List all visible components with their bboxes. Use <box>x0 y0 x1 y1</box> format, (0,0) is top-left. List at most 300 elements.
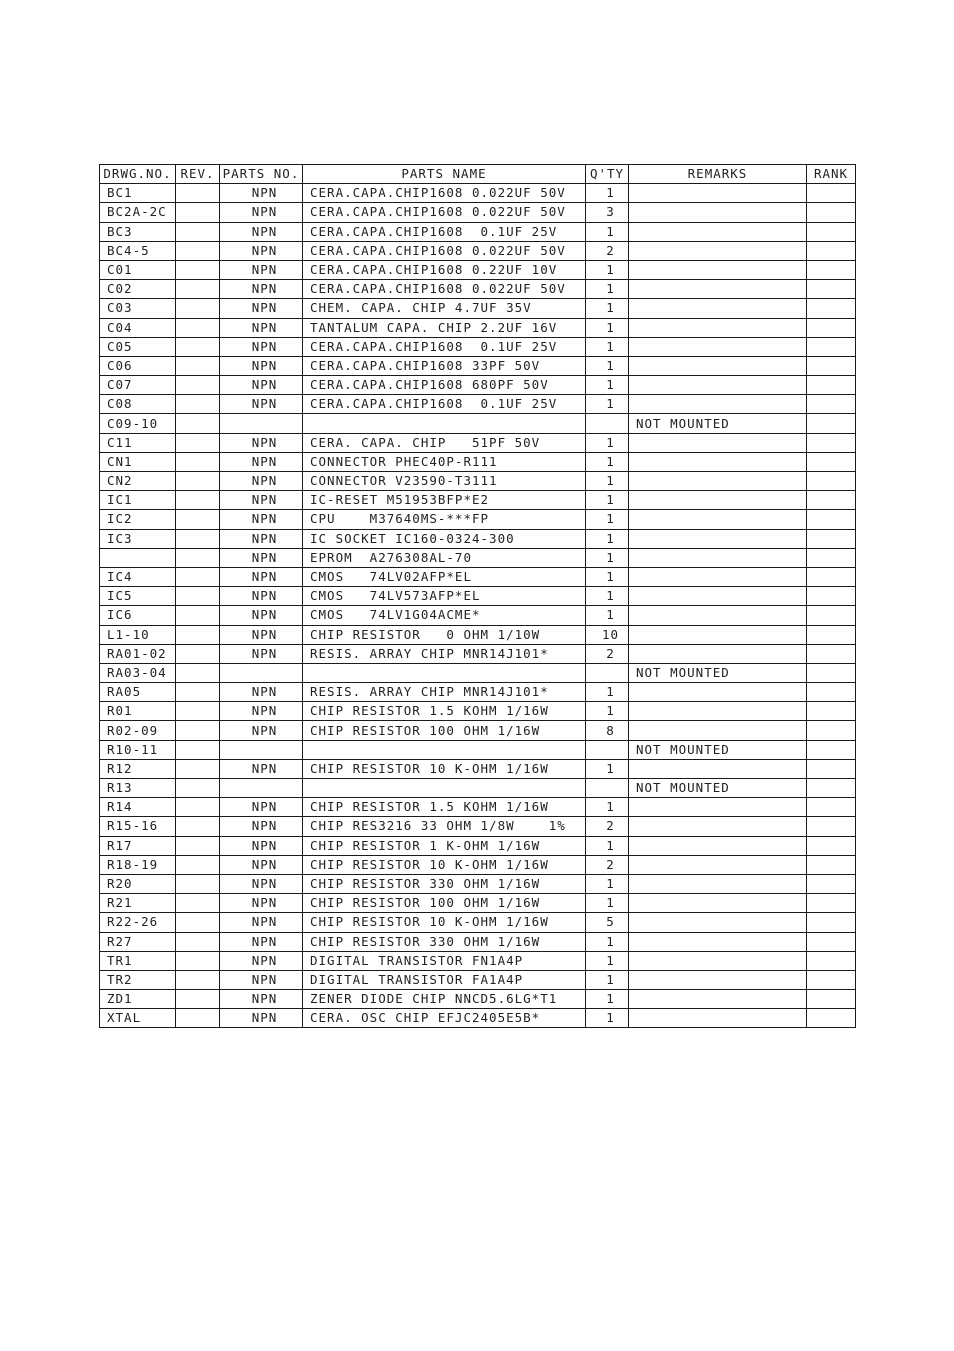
cell-drwg-no: R15-16 <box>100 817 176 836</box>
cell-qty: 10 <box>586 625 629 644</box>
cell-parts-no: NPN <box>220 548 303 567</box>
cell-parts-name: CHIP RESISTOR 10 K-OHM 1/16W <box>303 913 586 932</box>
cell-qty: 1 <box>586 280 629 299</box>
table-row <box>100 472 856 491</box>
cell-remarks <box>629 817 807 836</box>
cell-parts-no: NPN <box>220 356 303 375</box>
table-row <box>100 337 856 356</box>
header-remarks: REMARKS <box>629 165 807 184</box>
parts-list-table <box>99 164 856 1028</box>
cell-qty: 1 <box>586 874 629 893</box>
cell-qty: 1 <box>586 894 629 913</box>
cell-rank <box>807 721 856 740</box>
cell-drwg-no: IC4 <box>100 567 176 586</box>
cell-qty: 1 <box>586 951 629 970</box>
cell-parts-name: CHIP RESISTOR 1.5 KOHM 1/16W <box>303 798 586 817</box>
cell-parts-no <box>220 740 303 759</box>
cell-drwg-no: R21 <box>100 894 176 913</box>
header-rank: RANK <box>807 165 856 184</box>
cell-qty: 1 <box>586 318 629 337</box>
cell-rev <box>176 318 220 337</box>
cell-parts-no: NPN <box>220 798 303 817</box>
cell-qty: 1 <box>586 932 629 951</box>
cell-parts-name: CERA.CAPA.CHIP1608 0.1UF 25V <box>303 337 586 356</box>
cell-rank <box>807 759 856 778</box>
cell-parts-no: NPN <box>220 951 303 970</box>
cell-drwg-no: RA05 <box>100 683 176 702</box>
cell-remarks <box>629 433 807 452</box>
cell-remarks <box>629 606 807 625</box>
cell-parts-name: CHIP RESISTOR 330 OHM 1/16W <box>303 874 586 893</box>
cell-remarks <box>629 472 807 491</box>
cell-remarks <box>629 510 807 529</box>
cell-rev <box>176 874 220 893</box>
cell-rank <box>807 836 856 855</box>
cell-rank <box>807 798 856 817</box>
cell-rank <box>807 587 856 606</box>
header-parts-no: PARTS NO. <box>220 165 303 184</box>
cell-drwg-no: C09-10 <box>100 414 176 433</box>
cell-parts-name: CHIP RESISTOR 330 OHM 1/16W <box>303 932 586 951</box>
cell-parts-no: NPN <box>220 260 303 279</box>
cell-qty <box>586 663 629 682</box>
cell-parts-no: NPN <box>220 817 303 836</box>
cell-rank <box>807 625 856 644</box>
cell-drwg-no: CN2 <box>100 472 176 491</box>
table-row <box>100 798 856 817</box>
cell-remarks <box>629 990 807 1009</box>
cell-rev <box>176 836 220 855</box>
cell-remarks <box>629 222 807 241</box>
table-row <box>100 260 856 279</box>
cell-drwg-no: BC2A-2C <box>100 203 176 222</box>
table-row <box>100 663 856 682</box>
cell-drwg-no: CN1 <box>100 452 176 471</box>
cell-drwg-no: BC3 <box>100 222 176 241</box>
table-row <box>100 222 856 241</box>
table-row <box>100 395 856 414</box>
cell-drwg-no: IC5 <box>100 587 176 606</box>
table-row <box>100 951 856 970</box>
cell-parts-name: ZENER DIODE CHIP NNCD5.6LG*T1 <box>303 990 586 1009</box>
cell-parts-name <box>303 779 586 798</box>
cell-rev <box>176 510 220 529</box>
cell-parts-name: CHIP RESISTOR 100 OHM 1/16W <box>303 894 586 913</box>
cell-rank <box>807 395 856 414</box>
cell-qty: 1 <box>586 702 629 721</box>
cell-qty: 2 <box>586 644 629 663</box>
cell-qty: 1 <box>586 395 629 414</box>
cell-qty: 1 <box>586 529 629 548</box>
cell-parts-no <box>220 663 303 682</box>
cell-rank <box>807 529 856 548</box>
cell-qty: 1 <box>586 299 629 318</box>
cell-rank <box>807 510 856 529</box>
cell-qty: 1 <box>586 548 629 567</box>
cell-drwg-no: BC4-5 <box>100 241 176 260</box>
cell-remarks <box>629 683 807 702</box>
cell-drwg-no: C02 <box>100 280 176 299</box>
cell-remarks <box>629 970 807 989</box>
cell-remarks <box>629 376 807 395</box>
cell-qty: 2 <box>586 241 629 260</box>
cell-remarks: NOT MOUNTED <box>629 663 807 682</box>
cell-rev <box>176 1009 220 1028</box>
cell-parts-name: CONNECTOR V23590-T3111 <box>303 472 586 491</box>
cell-rev <box>176 567 220 586</box>
cell-remarks <box>629 491 807 510</box>
cell-rev <box>176 663 220 682</box>
cell-rank <box>807 299 856 318</box>
cell-rev <box>176 740 220 759</box>
cell-parts-no: NPN <box>220 433 303 452</box>
cell-rev <box>176 395 220 414</box>
cell-parts-no: NPN <box>220 1009 303 1028</box>
header-qty: Q'TY <box>586 165 629 184</box>
table-row <box>100 241 856 260</box>
cell-rev <box>176 644 220 663</box>
cell-remarks <box>629 356 807 375</box>
cell-parts-name: CHIP RESISTOR 100 OHM 1/16W <box>303 721 586 740</box>
cell-parts-no: NPN <box>220 932 303 951</box>
cell-parts-no: NPN <box>220 683 303 702</box>
cell-drwg-no: ZD1 <box>100 990 176 1009</box>
cell-rank <box>807 491 856 510</box>
cell-parts-no: NPN <box>220 894 303 913</box>
cell-parts-name: CERA. OSC CHIP EFJC2405E5B* <box>303 1009 586 1028</box>
cell-parts-no: NPN <box>220 913 303 932</box>
cell-parts-name: CHIP RESISTOR 10 K-OHM 1/16W <box>303 855 586 874</box>
cell-remarks <box>629 548 807 567</box>
cell-remarks <box>629 913 807 932</box>
cell-drwg-no: TR2 <box>100 970 176 989</box>
cell-parts-no: NPN <box>220 241 303 260</box>
table-row <box>100 356 856 375</box>
cell-drwg-no: RA01-02 <box>100 644 176 663</box>
cell-parts-name: IC SOCKET IC160-0324-300 <box>303 529 586 548</box>
cell-rank <box>807 472 856 491</box>
cell-rev <box>176 299 220 318</box>
cell-rank <box>807 376 856 395</box>
cell-remarks <box>629 644 807 663</box>
cell-parts-no: NPN <box>220 855 303 874</box>
table-row <box>100 779 856 798</box>
cell-drwg-no: C03 <box>100 299 176 318</box>
cell-rank <box>807 452 856 471</box>
cell-drwg-no: R12 <box>100 759 176 778</box>
header-row <box>100 165 856 184</box>
cell-rev <box>176 779 220 798</box>
cell-qty: 1 <box>586 452 629 471</box>
cell-parts-no: NPN <box>220 337 303 356</box>
cell-rank <box>807 241 856 260</box>
parts-table-body <box>100 184 856 1028</box>
header-parts-name: PARTS NAME <box>303 165 586 184</box>
cell-parts-name <box>303 740 586 759</box>
cell-rev <box>176 184 220 203</box>
table-row <box>100 529 856 548</box>
cell-rev <box>176 817 220 836</box>
cell-parts-name: CERA.CAPA.CHIP1608 0.1UF 25V <box>303 395 586 414</box>
cell-parts-no: NPN <box>220 529 303 548</box>
cell-parts-name: IC-RESET M51953BFP*E2 <box>303 491 586 510</box>
cell-parts-no: NPN <box>220 702 303 721</box>
cell-drwg-no <box>100 548 176 567</box>
cell-parts-no: NPN <box>220 299 303 318</box>
cell-remarks <box>629 452 807 471</box>
cell-parts-name: CERA.CAPA.CHIP1608 0.022UF 50V <box>303 280 586 299</box>
cell-rank <box>807 663 856 682</box>
table-row <box>100 280 856 299</box>
cell-parts-name: CERA. CAPA. CHIP 51PF 50V <box>303 433 586 452</box>
cell-remarks <box>629 337 807 356</box>
cell-rank <box>807 356 856 375</box>
cell-rank <box>807 414 856 433</box>
cell-parts-no: NPN <box>220 587 303 606</box>
table-row <box>100 203 856 222</box>
cell-remarks <box>629 951 807 970</box>
cell-remarks <box>629 241 807 260</box>
table-row <box>100 567 856 586</box>
cell-parts-no: NPN <box>220 318 303 337</box>
cell-rev <box>176 260 220 279</box>
cell-parts-name: DIGITAL TRANSISTOR FA1A4P <box>303 970 586 989</box>
cell-drwg-no: R10-11 <box>100 740 176 759</box>
table-row <box>100 970 856 989</box>
cell-parts-name: CERA.CAPA.CHIP1608 33PF 50V <box>303 356 586 375</box>
cell-qty: 5 <box>586 913 629 932</box>
cell-rev <box>176 683 220 702</box>
cell-qty: 3 <box>586 203 629 222</box>
cell-parts-name: RESIS. ARRAY CHIP MNR14J101* <box>303 683 586 702</box>
table-row <box>100 913 856 932</box>
cell-drwg-no: R14 <box>100 798 176 817</box>
cell-parts-name: CONNECTOR PHEC40P-R111 <box>303 452 586 471</box>
table-row <box>100 414 856 433</box>
cell-parts-name: CPU M37640MS-***FP <box>303 510 586 529</box>
cell-drwg-no: R18-19 <box>100 855 176 874</box>
cell-rev <box>176 587 220 606</box>
parts-list-sheet <box>99 164 855 1028</box>
cell-drwg-no: R27 <box>100 932 176 951</box>
table-row <box>100 491 856 510</box>
cell-drwg-no: IC1 <box>100 491 176 510</box>
cell-remarks <box>629 625 807 644</box>
cell-parts-no: NPN <box>220 759 303 778</box>
cell-remarks <box>629 280 807 299</box>
cell-rank <box>807 222 856 241</box>
cell-rev <box>176 433 220 452</box>
cell-rank <box>807 1009 856 1028</box>
cell-drwg-no: R01 <box>100 702 176 721</box>
table-row <box>100 855 856 874</box>
cell-rank <box>807 951 856 970</box>
cell-rank <box>807 894 856 913</box>
cell-remarks <box>629 721 807 740</box>
cell-remarks: NOT MOUNTED <box>629 779 807 798</box>
cell-parts-name: CERA.CAPA.CHIP1608 0.22UF 10V <box>303 260 586 279</box>
cell-remarks: NOT MOUNTED <box>629 414 807 433</box>
cell-rank <box>807 874 856 893</box>
cell-parts-name: CHIP RESISTOR 1 K-OHM 1/16W <box>303 836 586 855</box>
cell-rev <box>176 702 220 721</box>
cell-qty: 8 <box>586 721 629 740</box>
cell-rank <box>807 990 856 1009</box>
cell-qty: 1 <box>586 491 629 510</box>
cell-parts-name: CMOS 74LV1G04ACME* <box>303 606 586 625</box>
cell-parts-name: RESIS. ARRAY CHIP MNR14J101* <box>303 644 586 663</box>
cell-parts-name: CHIP RESISTOR 10 K-OHM 1/16W <box>303 759 586 778</box>
cell-rev <box>176 721 220 740</box>
cell-qty: 1 <box>586 260 629 279</box>
cell-parts-name: DIGITAL TRANSISTOR FN1A4P <box>303 951 586 970</box>
cell-parts-no: NPN <box>220 280 303 299</box>
cell-rev <box>176 894 220 913</box>
cell-rank <box>807 740 856 759</box>
cell-rev <box>176 932 220 951</box>
cell-parts-no: NPN <box>220 376 303 395</box>
cell-parts-no: NPN <box>220 625 303 644</box>
table-row <box>100 702 856 721</box>
cell-qty <box>586 779 629 798</box>
cell-drwg-no: XTAL <box>100 1009 176 1028</box>
cell-rev <box>176 798 220 817</box>
cell-drwg-no: C04 <box>100 318 176 337</box>
cell-parts-name: CHIP RESISTOR 1.5 KOHM 1/16W <box>303 702 586 721</box>
cell-remarks <box>629 874 807 893</box>
cell-drwg-no: R22-26 <box>100 913 176 932</box>
cell-drwg-no: C07 <box>100 376 176 395</box>
cell-remarks <box>629 932 807 951</box>
cell-rev <box>176 990 220 1009</box>
cell-parts-name: CHEM. CAPA. CHIP 4.7UF 35V <box>303 299 586 318</box>
cell-qty: 1 <box>586 222 629 241</box>
cell-parts-no: NPN <box>220 990 303 1009</box>
cell-drwg-no: IC2 <box>100 510 176 529</box>
table-row <box>100 817 856 836</box>
table-row <box>100 874 856 893</box>
cell-qty <box>586 740 629 759</box>
cell-rank <box>807 337 856 356</box>
cell-rev <box>176 337 220 356</box>
table-row <box>100 510 856 529</box>
cell-parts-no: NPN <box>220 836 303 855</box>
cell-parts-no: NPN <box>220 222 303 241</box>
cell-parts-name: EPROM A276308AL-70 <box>303 548 586 567</box>
cell-qty: 1 <box>586 472 629 491</box>
table-row <box>100 318 856 337</box>
table-row <box>100 548 856 567</box>
cell-qty: 1 <box>586 510 629 529</box>
cell-remarks <box>629 318 807 337</box>
cell-drwg-no: C11 <box>100 433 176 452</box>
cell-parts-name: TANTALUM CAPA. CHIP 2.2UF 16V <box>303 318 586 337</box>
table-row <box>100 299 856 318</box>
table-row <box>100 587 856 606</box>
cell-qty: 1 <box>586 567 629 586</box>
cell-parts-name: CERA.CAPA.CHIP1608 0.022UF 50V <box>303 203 586 222</box>
cell-parts-name: CHIP RES3216 33 OHM 1/8W 1% <box>303 817 586 836</box>
cell-parts-no: NPN <box>220 874 303 893</box>
cell-rev <box>176 606 220 625</box>
cell-rank <box>807 318 856 337</box>
cell-rev <box>176 951 220 970</box>
cell-rank <box>807 433 856 452</box>
cell-rev <box>176 855 220 874</box>
cell-remarks <box>629 1009 807 1028</box>
table-row <box>100 606 856 625</box>
cell-rev <box>176 548 220 567</box>
cell-remarks <box>629 702 807 721</box>
cell-rev <box>176 452 220 471</box>
cell-parts-name: CERA.CAPA.CHIP1608 0.1UF 25V <box>303 222 586 241</box>
cell-rank <box>807 203 856 222</box>
cell-rank <box>807 683 856 702</box>
header-rev: REV. <box>176 165 220 184</box>
cell-parts-no: NPN <box>220 395 303 414</box>
cell-parts-name: CERA.CAPA.CHIP1608 0.022UF 50V <box>303 241 586 260</box>
cell-rank <box>807 702 856 721</box>
cell-parts-no: NPN <box>220 970 303 989</box>
cell-rank <box>807 817 856 836</box>
cell-rank <box>807 548 856 567</box>
cell-rev <box>176 241 220 260</box>
cell-rev <box>176 376 220 395</box>
cell-drwg-no: TR1 <box>100 951 176 970</box>
cell-drwg-no: BC1 <box>100 184 176 203</box>
cell-qty: 1 <box>586 337 629 356</box>
cell-rank <box>807 606 856 625</box>
cell-rev <box>176 529 220 548</box>
cell-rev <box>176 913 220 932</box>
cell-drwg-no: C01 <box>100 260 176 279</box>
cell-qty: 1 <box>586 606 629 625</box>
cell-parts-name: CMOS 74LV02AFP*EL <box>303 567 586 586</box>
cell-qty: 1 <box>586 683 629 702</box>
cell-drwg-no: L1-10 <box>100 625 176 644</box>
cell-parts-name: CHIP RESISTOR 0 OHM 1/10W <box>303 625 586 644</box>
cell-qty: 1 <box>586 798 629 817</box>
cell-remarks <box>629 299 807 318</box>
cell-qty: 1 <box>586 184 629 203</box>
table-row <box>100 721 856 740</box>
cell-qty <box>586 414 629 433</box>
table-row <box>100 1009 856 1028</box>
cell-drwg-no: R13 <box>100 779 176 798</box>
cell-rank <box>807 970 856 989</box>
cell-qty: 1 <box>586 356 629 375</box>
cell-rank <box>807 932 856 951</box>
cell-rev <box>176 356 220 375</box>
cell-qty: 1 <box>586 970 629 989</box>
cell-rev <box>176 414 220 433</box>
cell-rank <box>807 184 856 203</box>
cell-parts-no: NPN <box>220 472 303 491</box>
cell-parts-no: NPN <box>220 567 303 586</box>
cell-drwg-no: R02-09 <box>100 721 176 740</box>
cell-rank <box>807 260 856 279</box>
table-row <box>100 644 856 663</box>
cell-rank <box>807 644 856 663</box>
cell-parts-no: NPN <box>220 510 303 529</box>
table-row <box>100 452 856 471</box>
cell-rev <box>176 222 220 241</box>
cell-drwg-no: C08 <box>100 395 176 414</box>
cell-qty: 1 <box>586 587 629 606</box>
cell-parts-name: CMOS 74LV573AFP*EL <box>303 587 586 606</box>
cell-qty: 1 <box>586 376 629 395</box>
cell-parts-name: CERA.CAPA.CHIP1608 680PF 50V <box>303 376 586 395</box>
